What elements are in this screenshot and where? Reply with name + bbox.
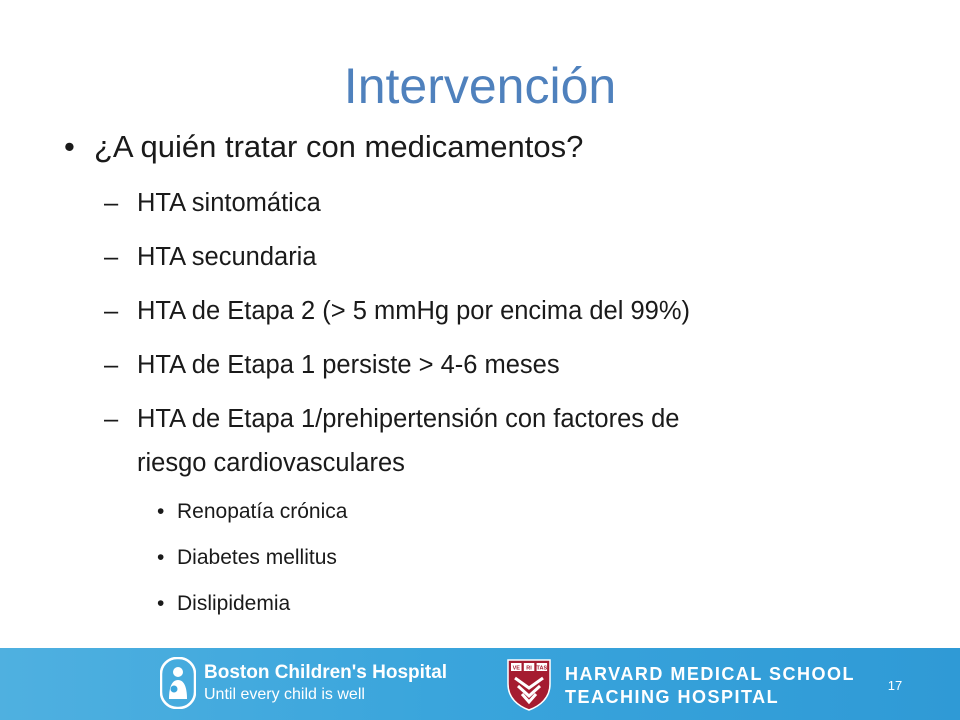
page-number: 17 (887, 678, 903, 693)
shield-letters: VE (512, 665, 520, 672)
risk-factor: Dislipidemia (177, 592, 291, 615)
school-name-line1: HARVARD MEDICAL SCHOOL (565, 664, 856, 684)
sub-point: HTA de Etapa 1/prehipertensión con factores de (137, 405, 680, 433)
footer-band (0, 648, 960, 720)
sub-point: HTA secundaria (137, 243, 317, 271)
dash-marker: – (104, 189, 119, 217)
bullet-marker: • (157, 500, 165, 523)
slide-title: Intervención (343, 58, 617, 114)
sub-point: HTA sintomática (137, 189, 321, 217)
bullet-marker: • (157, 592, 165, 615)
bullet-marker: • (157, 546, 165, 569)
bullet-marker: • (64, 129, 75, 164)
dash-marker: – (104, 351, 119, 379)
hospital-tagline: Until every child is well (204, 686, 365, 703)
risk-factor: Diabetes mellitus (177, 546, 337, 569)
sub-point: HTA de Etapa 1 persiste > 4-6 meses (137, 351, 560, 379)
hospital-name: Boston Children's Hospital (204, 662, 448, 683)
sub-point-continuation: riesgo cardiovasculares (137, 449, 405, 477)
harvard-shield-icon (506, 658, 552, 712)
dash-marker: – (104, 405, 119, 433)
dash-marker: – (104, 297, 119, 325)
dash-marker: – (104, 243, 119, 271)
main-point: ¿A quién tratar con medicamentos? (94, 129, 584, 164)
school-name-line2: TEACHING HOSPITAL (565, 687, 780, 707)
boston-childrens-logo-icon (160, 657, 196, 709)
shield-letters: RI (526, 665, 532, 672)
risk-factor: Renopatía crónica (177, 500, 348, 523)
sub-point: HTA de Etapa 2 (> 5 mmHg por encima del 99%) (137, 297, 690, 325)
shield-letters: TAS (536, 665, 548, 672)
